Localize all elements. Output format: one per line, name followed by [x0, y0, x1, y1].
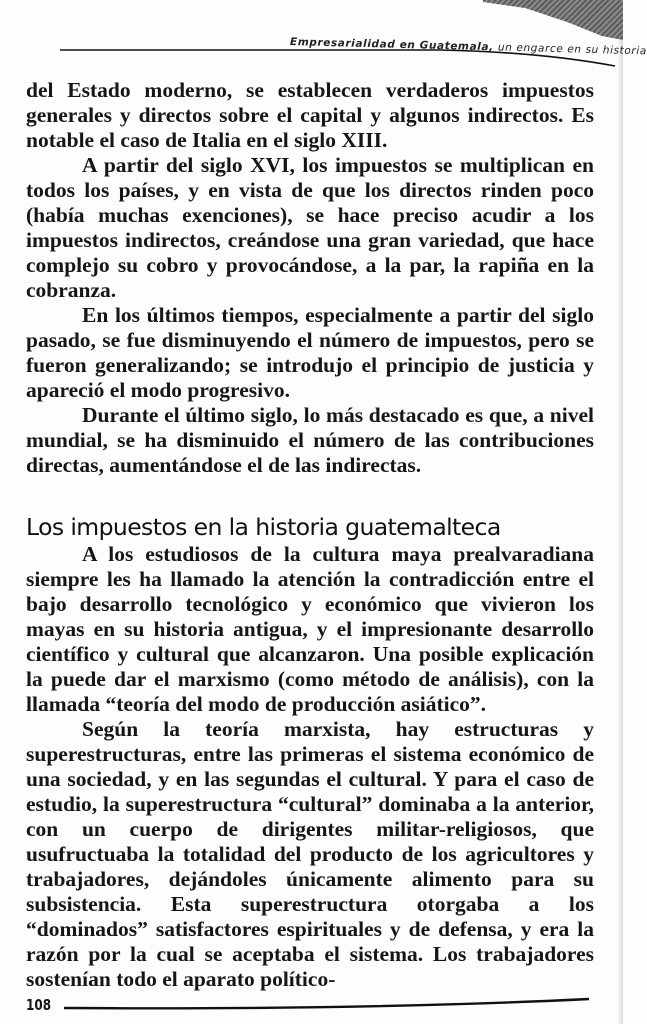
page-content: [26, 78, 594, 990]
paragraph: del Estado moderno, se establecen verdaderos impuestos generales y directos sobre el capital y algunos indirectos. Es notable el caso de Italia en el siglo XIII.: [26, 78, 594, 152]
paragraph: A los estudiosos de la cultura maya prealvaradiana siempre les ha llamado la atención la contradicción entre el bajo desarrollo tecnológico y económico que vivieron los mayas en su historia antigua, y el impresionante desarrollo científico y cultural que alcanzaron. Una posible explicación la puede dar el marxismo (como método de análisis), con la llamada “teoría del modo de producción asiático”.: [26, 542, 594, 716]
footer-rule: [64, 996, 594, 1020]
body-text-top: [26, 78, 594, 478]
body-text-section: [26, 542, 594, 992]
paragraph: Durante el último siglo, lo más destacado es que, a nivel mundial, se ha disminuido el número de las contribuciones directas, aumentándose el de las indirectas.: [26, 403, 594, 477]
header-book-subtitle: un engarce en su historia: [497, 41, 647, 58]
page-number: 108: [26, 996, 52, 1014]
running-header: [60, 30, 647, 70]
section-heading: Los impuestos en la historia guatemalteca: [26, 513, 501, 541]
page-edge-shadow: [617, 40, 623, 1024]
paragraph: A partir del siglo XVI, los impuestos se multiplican en todos los países, y en vista de que los directos rinden poco (había muchas exenciones), se hace preciso acudir a los impuestos indirectos, creándose una gran variedad, que hace complejo su cobro y provocándose, a la par, la rapiña en la cobranza.: [26, 153, 594, 302]
paragraph: En los últimos tiempos, especialmente a partir del siglo pasado, se fue disminuyendo el número de impuestos, pero se fueron generalizando; se introdujo el principio de justicia y apareció el modo progresivo.: [26, 303, 594, 402]
page-footer: [26, 996, 596, 1020]
header-book-title: Empresarialidad en Guatemala,: [289, 36, 494, 54]
paragraph: Según la teoría marxista, hay estructuras y superestructuras, entre las primeras el sistema económico de una sociedad, y en las segundas el cultural. Y para el caso de estudio, la superestructura “cultural” dominaba a la anterior, con un cuerpo de dirigentes militar-religiosos, que usufructuaba la totalidad del producto de los agricultores y trabajadores, dejándoles únicamente alimento para su subsistencia. Esta superestructura otorgaba a los “dominados” satisfactores espirituales y de defensa, y era la razón por la cual se aceptaba el sistema. Los trabajadores sostenían todo el aparato político-: [26, 717, 594, 991]
